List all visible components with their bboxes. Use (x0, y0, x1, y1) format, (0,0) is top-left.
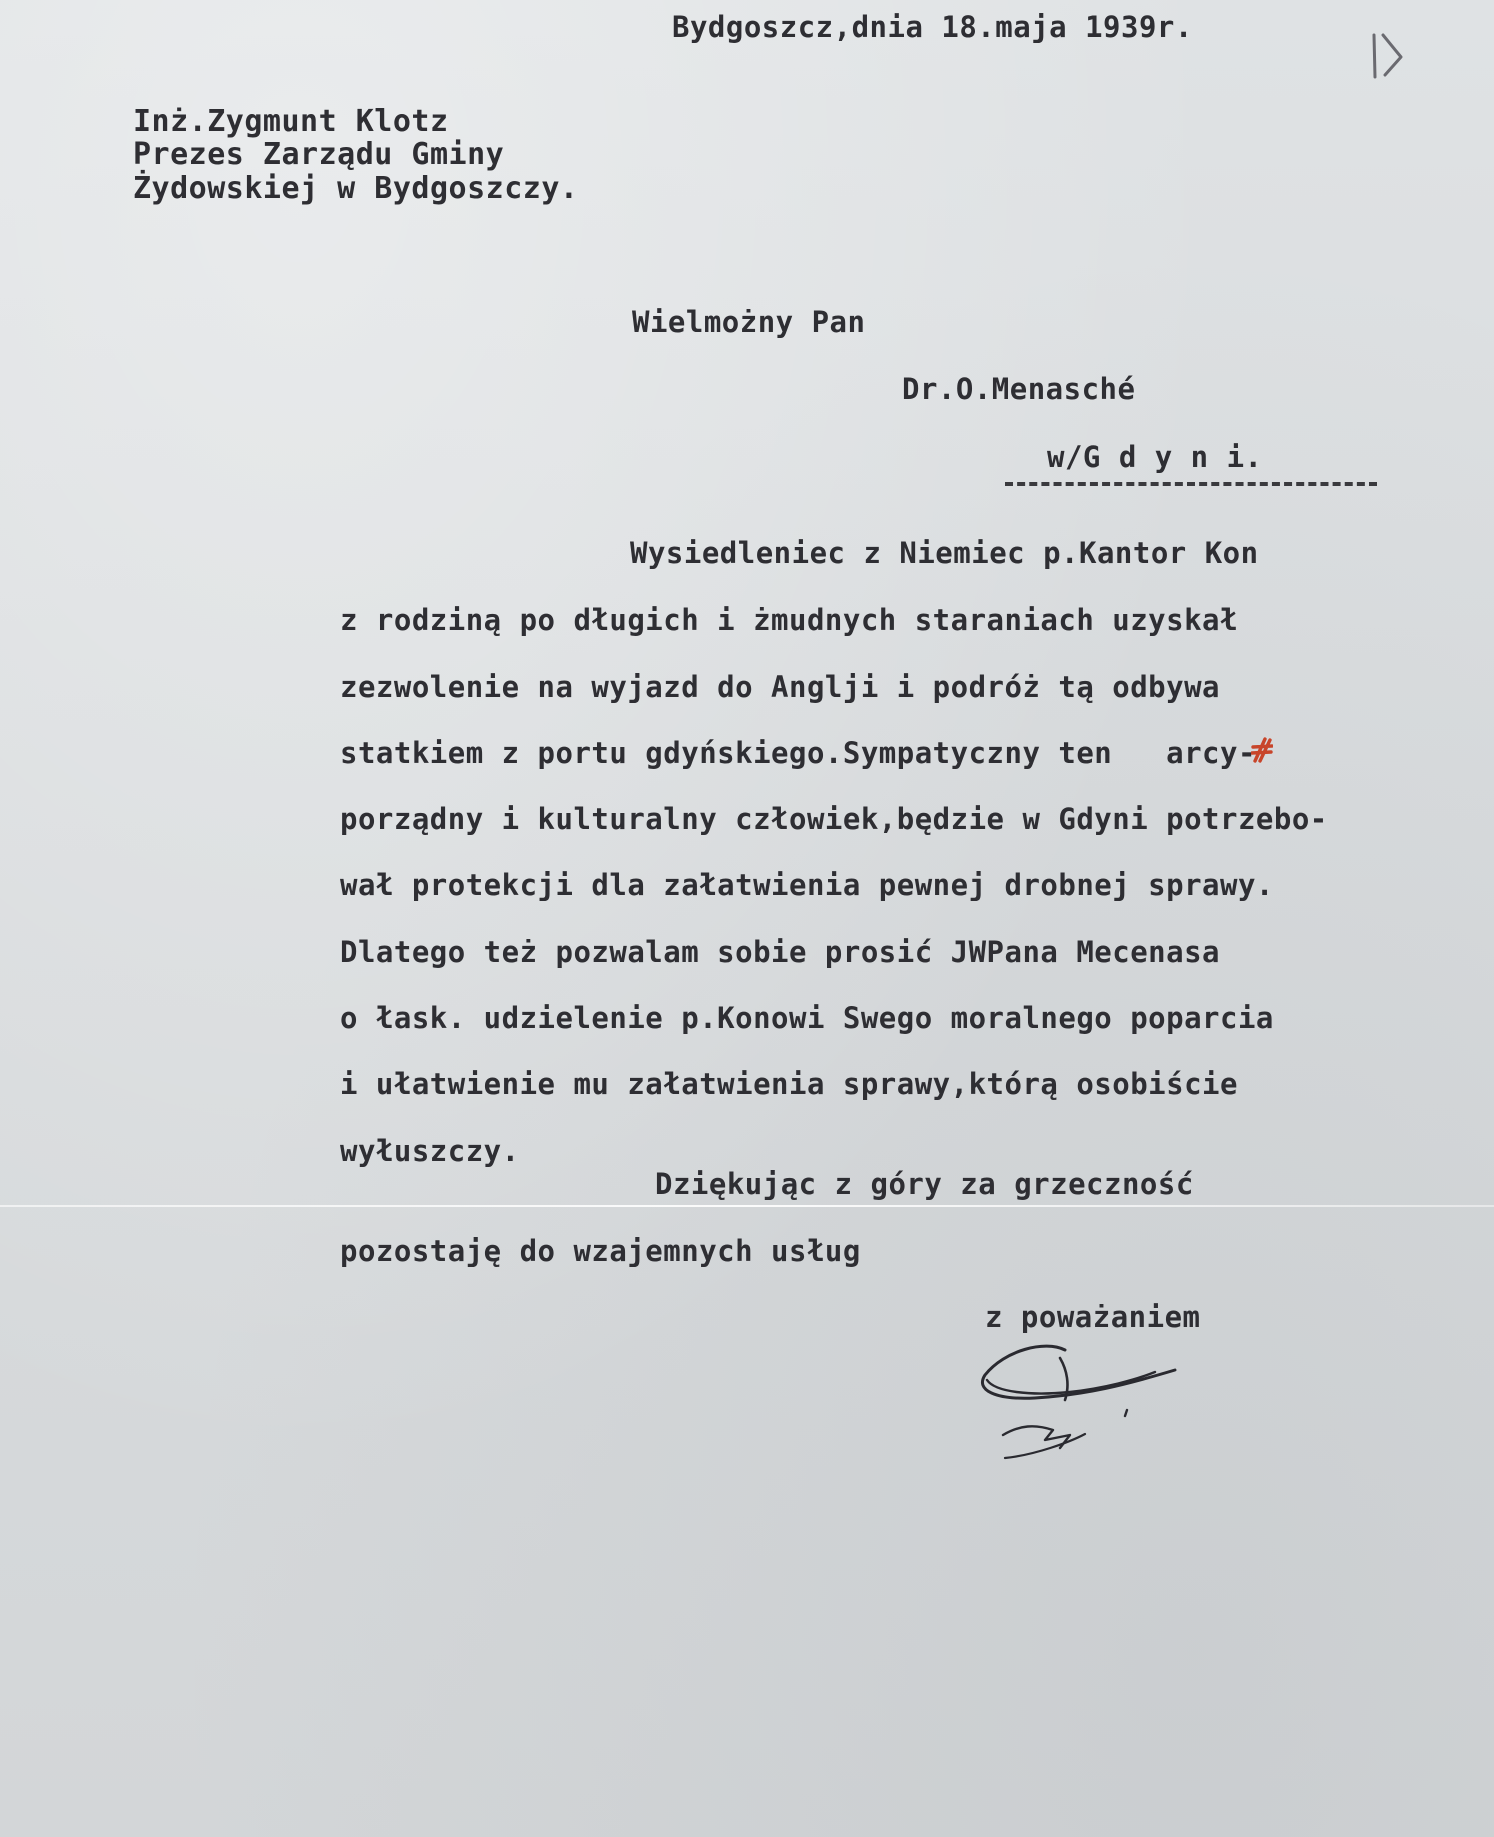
recipient-salutation: Wielmożny Pan (632, 305, 866, 339)
body-line: z rodziną po długich i żmudnych staraniach uzyskał (340, 603, 1238, 637)
closing-line: pozostaję do wzajemnych usług (340, 1234, 861, 1268)
red-correction-mark (1251, 737, 1273, 763)
recipient-city: w/G d y n i. (1047, 440, 1263, 474)
body-line: wyłuszczy. (340, 1134, 520, 1168)
body-line: o łask. udzielenie p.Konowi Swego moralnego poparcia (340, 1001, 1274, 1035)
body-line: Dlatego też pozwalam sobie prosić JWPana Mecenasa (340, 935, 1221, 969)
page-number-text: 1 (1365, 25, 1366, 26)
sender-organization: Żydowskiej w Bydgoszczy. (133, 171, 579, 206)
sender-title: Prezes Zarządu Gminy (133, 137, 505, 172)
body-line: i ułatwienie mu załatwienia sprawy,którą osobiście (340, 1067, 1238, 1101)
closing-line: Dziękując z góry za grzeczność (655, 1167, 1194, 1201)
sign-off: z poważaniem (985, 1300, 1201, 1334)
body-line: porządny i kulturalny człowiek,będzie w Gdyni potrzebo- (340, 802, 1328, 836)
handwritten-signature (975, 1340, 1195, 1470)
paper-fold-line (0, 1205, 1494, 1207)
handwritten-page-number (1365, 25, 1425, 85)
body-line: statkiem z portu gdyńskiego.Sympatyczny ten arcy- (340, 736, 1256, 770)
sender-name: Inż.Zygmunt Klotz (133, 104, 449, 139)
show-through-ghost-text (690, 1213, 1280, 1227)
body-line: zezwolenie na wyjazd do Anglji i podróż tą odbywa (340, 670, 1221, 704)
recipient-name: Dr.O.Menasché (902, 372, 1136, 406)
body-line: Wysiedleniec z Niemiec p.Kantor Kon (630, 536, 1259, 570)
date-line: Bydgoszcz,dnia 18.maja 1939r. (672, 10, 1193, 44)
body-line: wał protekcji dla załatwienia pewnej drobnej sprawy. (340, 868, 1274, 902)
recipient-underline (1005, 482, 1377, 486)
